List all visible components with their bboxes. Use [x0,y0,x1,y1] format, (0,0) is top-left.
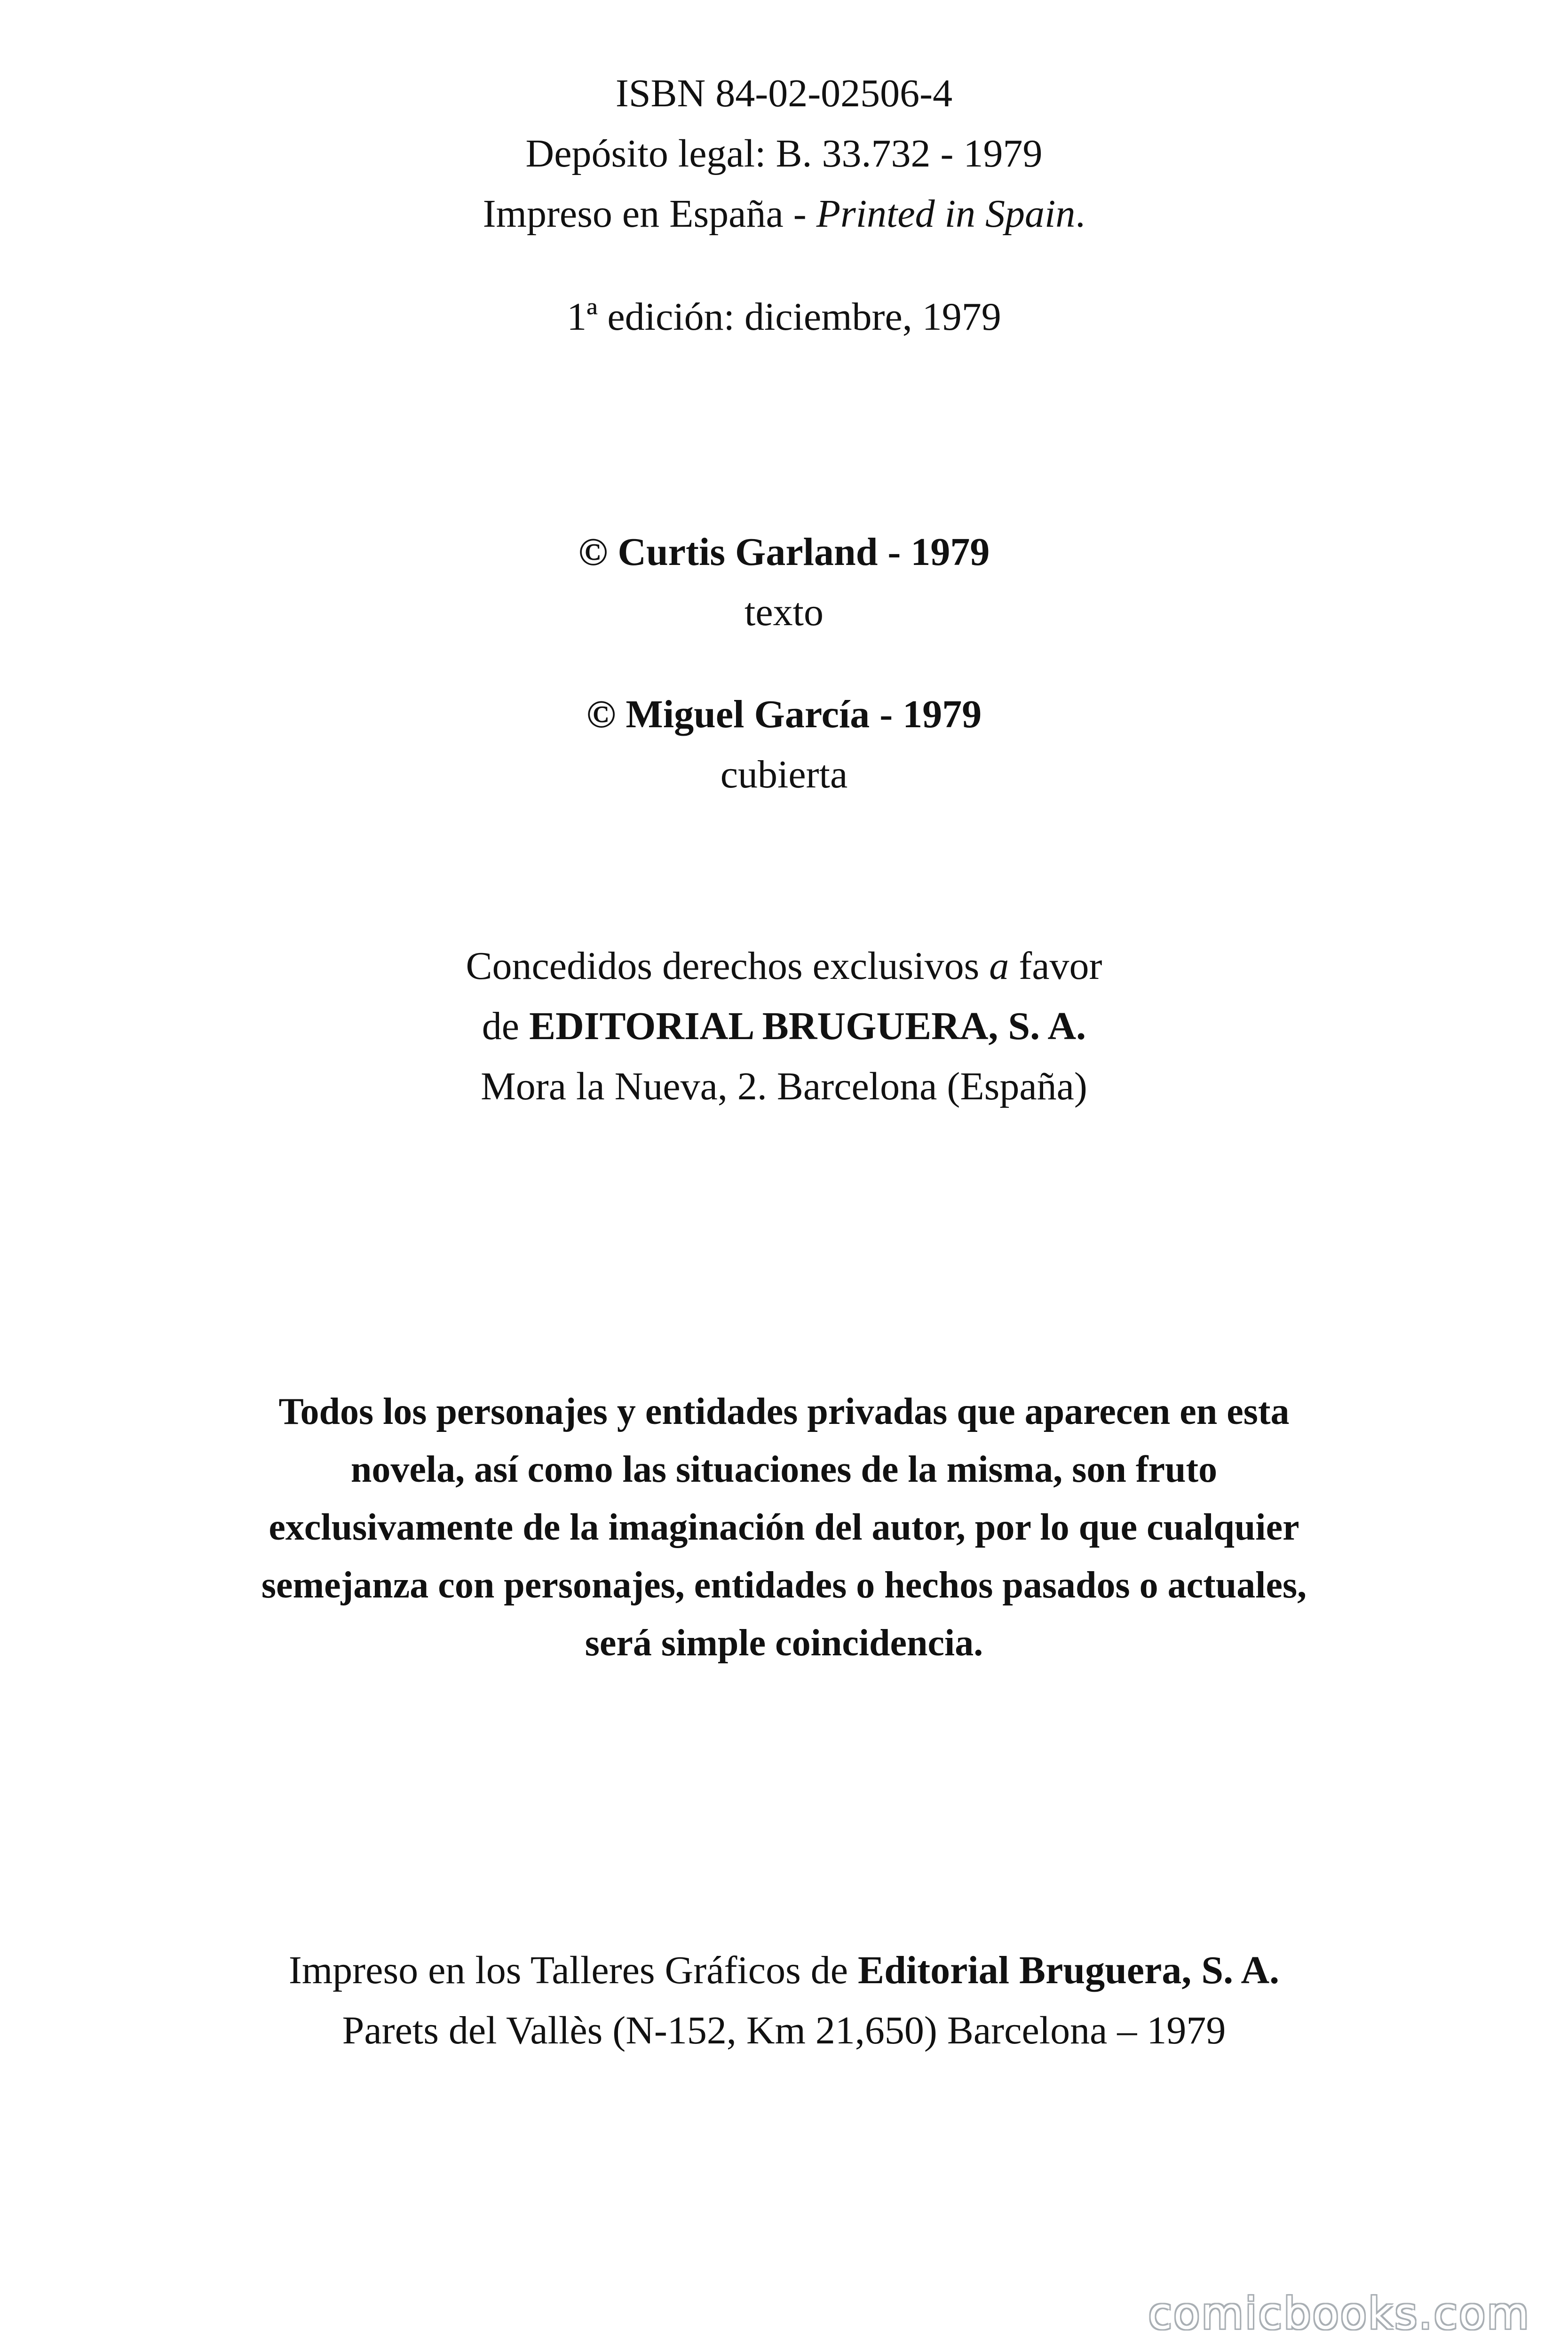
publisher-address: Mora la Nueva, 2. Barcelona (España) [481,1065,1087,1108]
rights-block [0,936,1568,1117]
rights-line-2-prefix: de [482,1004,530,1048]
printed-in-prefix: Impreso en España - [483,192,816,236]
imprint-block [0,64,1568,244]
rights-line-2 [0,996,1568,1057]
copyright-author-role: texto [744,590,824,634]
printer-line-1-prefix: Impreso en los Talleres Gráficos de [288,1948,858,1992]
disclaimer-line: exclusivamente de la imaginación del autor, por lo que cualquier [269,1507,1299,1548]
disclaimer-block [0,1383,1568,1672]
disclaimer-line: Todos los personajes y entidades privadas que aparecen en esta [278,1391,1290,1432]
printed-in-italic: Printed in Spain [816,192,1076,236]
disclaimer-line: será simple coincidencia. [585,1622,983,1664]
deposito-legal-line: Depósito legal: B. 33.732 - 1979 [525,132,1043,175]
copyright-cover-block [0,684,1568,805]
printer-block [0,1940,1568,2061]
copyright-cover-line: © Miguel García - 1979 [586,692,982,736]
edition-line: 1ª edición: diciembre, 1979 [567,295,1001,339]
printed-in-line [0,184,1568,244]
printer-name: Editorial Bruguera, S. A. [858,1948,1280,1992]
rights-line-1-prefix: Concedidos derechos exclusivos [466,944,990,988]
edition-block [0,287,1568,347]
watermark: comicbooks.com [1148,2288,1530,2339]
disclaimer-line: novela, así como las situaciones de la misma, son fruto [350,1449,1218,1490]
printed-in-suffix: . [1075,192,1085,236]
copyright-cover-role: cubierta [720,753,848,796]
publisher-name: EDITORIAL BRUGUERA, S. A. [529,1004,1086,1048]
rights-line-1 [0,936,1568,996]
isbn-line: ISBN 84-02-02506-4 [615,72,953,115]
copyright-text-block [0,522,1568,643]
printer-address: Parets del Vallès (N-152, Km 21,650) Barcelona – 1979 [342,2009,1226,2052]
rights-line-1-suffix: favor [1009,944,1102,988]
copyright-author-line: © Curtis Garland - 1979 [578,530,990,574]
printer-line-1 [0,1940,1568,2001]
rights-line-1-italic: a [989,944,1009,988]
disclaimer-line: semejanza con personajes, entidades o hechos pasados o actuales, [261,1565,1307,1606]
